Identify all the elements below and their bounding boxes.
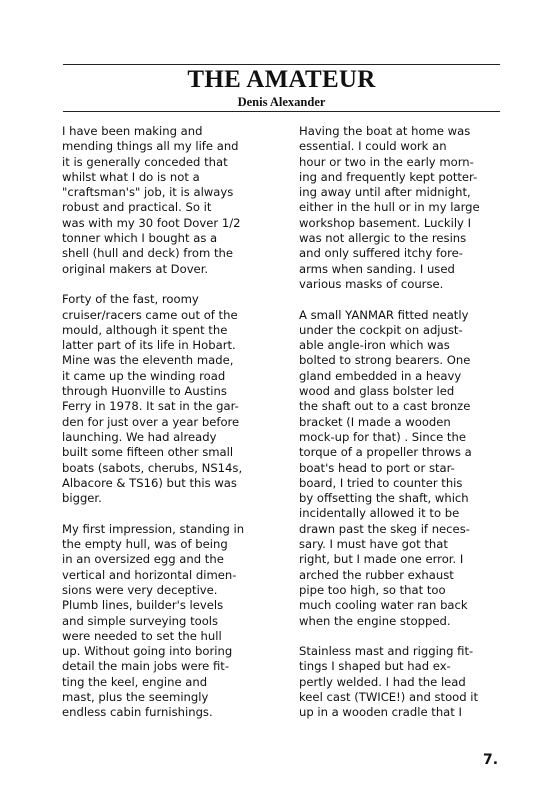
- article-title: THE AMATEUR: [187, 66, 376, 93]
- column-right: [299, 124, 517, 736]
- page-number: 7.: [483, 752, 499, 768]
- article-author: Denis Alexander: [237, 95, 326, 109]
- paragraph: My first impression, standing in the empty hull, was of being in an oversized egg and the vertical and horizontal dimen- sions were very deceptive. Plumb lines, builder's levels and simple surveying tools were needed to set the hull up. Without going into boring detail the main jobs were fit- ting the keel, engine and mast, plus the seemingly endless cabin furnishings.: [62, 521, 245, 720]
- paragraph: Forty of the fast, roomy cruiser/racers came out of the mould, although it spent the latter part of its life in Hobart. Mine was the eleventh made, it came up the winding road through Huonville to Austins Ferry in 1978. It sat in the gar- den for just over a year before launching. We had already built some fifteen other small boats (sabots, cherubs, NS14s, Albacore & TS16) but this was bigger.: [62, 292, 243, 506]
- column-left: [62, 124, 268, 736]
- paragraph: Having the boat at home was essential. I could work an hour or two in the early morn- ing and frequently kept potter- ing away until after midnight, either in the hull or in my large workshop basement. Luckily I was not allergic to the resins and only suffered itchy fore- arms when sanding. I used various masks of course.: [299, 124, 480, 291]
- header-rule-bottom: [63, 111, 500, 112]
- paragraph: Stainless mast and rigging fit- tings I shaped but had ex- pertly welded. I had the lead keel cast (TWICE!) and stood it up in a wooden cradle that I: [299, 644, 479, 720]
- paragraph: I have been making and mending things all my life and it is generally conceded that whilst what I do is not a "craftsman's" job, it is always robust and practical. So it was with my 30 foot Dover 1/2 tonner which I bought as a shell (hull and deck) from the original makers at Dover.: [62, 124, 241, 276]
- header-rule-top: [63, 64, 500, 65]
- paragraph: A small YANMAR fitted neatly under the cockpit on adjust- able angle-iron which was bolted to strong bearers. One gland embedded in a heavy wood and glass bolster led the shaft out to a cast bronze bracket (I made a wooden mock-up for that) . Since the torque of a propeller throws a boat's head to port or star- board, I tried to counter this by offsetting the shaft, which incidentally allowed it to be drawn past the skeg if neces- sary. I must have got that right, but I made one error. I arched the rubber exhaust pipe too high, so that too much cooling water ran back when the engine stopped.: [299, 307, 472, 628]
